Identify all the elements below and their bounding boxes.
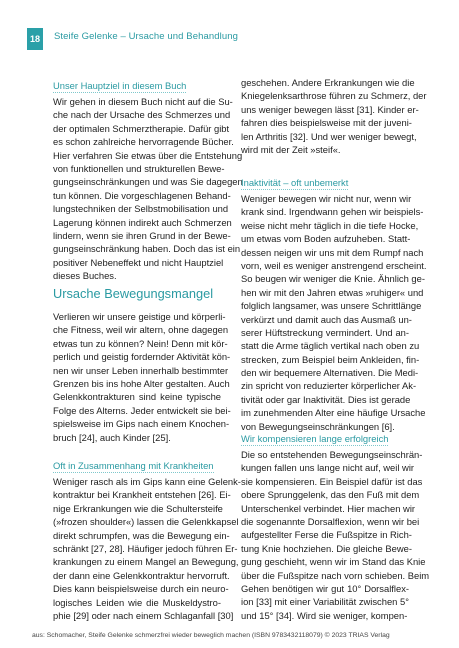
text-line: über die Fußspitze nach vorn schieben. Beim xyxy=(241,569,430,581)
text-line: folglich langsamer, was unsere Schrittlänge xyxy=(241,300,422,312)
text-line: krankungen zu einem Mangel an Bewegung, xyxy=(53,556,239,568)
text-line: direkt schrumpfen, was die Bewegung ein- xyxy=(53,529,230,541)
text-line: Unterschenkel verbindet. Hier machen wir xyxy=(241,502,416,514)
text-line: der optimalen Schmerztherapie. Dafür gibt xyxy=(53,122,230,134)
text-line: schränkt [27, 28]. Häufiger jedoch führen Er- xyxy=(53,542,238,554)
text-line: etwas tun zu können? Nein! Denn mit kör- xyxy=(53,337,228,349)
source-footer: aus: Schomacher, Steife Gelenke schmerzfrei wieder beweglich machen (ISBN 9783432118079) © 2023 TRIAS Verlag xyxy=(32,632,390,639)
paragraph-continuation xyxy=(241,76,427,156)
text-line: wird mit der Zeit »steif«. xyxy=(241,143,341,155)
text-line: perlich und geistig fordernder Aktivität kön- xyxy=(53,351,231,363)
text-line: krank sind. Irgendwann gehen wir beispiels- xyxy=(241,206,424,218)
text-line: obere Sprunggelenk, das den Fuß mit dem xyxy=(241,489,420,501)
subheading-hauptziel: Unser Hauptziel in diesem Buch xyxy=(53,80,187,91)
text-line: len Arthritis [32]. Und wer weniger bewegt, xyxy=(241,130,417,142)
text-line: positiver Nebeneffekt und nicht Hauptziel xyxy=(53,256,224,268)
text-line: hen wir mit den Jahren etwas »ruhiger« und xyxy=(241,286,424,298)
text-line: verkürzt und damit auch das Ausmaß un- xyxy=(241,313,412,325)
text-line: dessen neigen wir uns mit dem Rumpf nach xyxy=(241,246,424,258)
text-line: geschehen. Andere Erkrankungen wie die xyxy=(241,77,415,88)
text-line: es schon zahlreiche hervorragende Bücher. xyxy=(53,136,234,148)
text-line: Dies kann beispielsweise durch ein neuro- xyxy=(53,583,229,595)
text-line: Gelenkkontrakturen sind keine typische xyxy=(53,391,221,403)
text-line: gung geschieht, wenn wir im Stand das Knie xyxy=(241,556,426,568)
section-krankheiten xyxy=(53,456,241,622)
section-continuation xyxy=(241,76,427,156)
section-kompensieren xyxy=(241,429,430,622)
text-line: tivität oder gar Inaktivität. Dies ist gerade xyxy=(241,393,411,405)
text-line: logisches Leiden wie die Muskeldystro- xyxy=(53,596,221,608)
text-line: von Bewegungseinschränkungen [6]. xyxy=(241,420,395,432)
text-line: phie [29] oder nach einem Schlaganfall [30] xyxy=(53,609,234,621)
section-hauptziel xyxy=(53,76,243,282)
text-line: (»frozen shoulder«) lassen die Gelenkkapsel xyxy=(53,516,239,528)
section-bewegungsmangel xyxy=(53,286,231,444)
text-line: tung Knie hochziehen. Die gleiche Bewe- xyxy=(241,542,412,554)
text-line: Grenzen bis ins hohe Alter gestalten. Auch xyxy=(53,377,230,389)
text-line: dieses Buches. xyxy=(53,270,117,282)
text-line: im zunehmenden Alter eine häufige Ursache xyxy=(241,407,426,419)
text-line: sie kompensieren. Ein Beispiel dafür ist das xyxy=(241,475,423,487)
text-line: kungen fallen uns lange nicht auf, weil wir xyxy=(241,462,415,474)
page-header xyxy=(0,22,459,46)
text-line: nen wir unser Leben innerhalb bestimmter xyxy=(53,364,229,376)
section-inaktivitaet xyxy=(241,173,427,433)
text-line: Hier verfahren Sie etwas über die Entstehung xyxy=(53,149,243,161)
text-line: Die so entstehenden Bewegungseinschrän- xyxy=(241,449,423,460)
text-line: Kniegelenksarthrose führen zu Schmerz, der xyxy=(241,90,427,102)
text-line: statt die Arme täglich vertikal nach oben zu xyxy=(241,340,420,352)
text-line: die sogenannte Dorsalflexion, wenn wir bei xyxy=(241,515,420,527)
text-line: lungstechniken der Selbstmobilisation und xyxy=(53,203,229,215)
text-line: bruch [24], auch Kinder [25]. xyxy=(53,431,171,443)
heading-ursache-bewegungsmangel: Ursache Bewegungsmangel xyxy=(53,286,214,301)
text-line: kontraktur bei Krankheit entstehen [26]. Ei- xyxy=(53,489,231,501)
text-line: gungseinschränkungen und was Sie dagegen xyxy=(53,176,243,188)
text-line: der dann eine Gelenkkontraktur hervorruft. xyxy=(53,569,230,581)
text-line: lindern, wenn sie ihren Grund in der Bewe- xyxy=(53,229,231,241)
text-line: nige Erkrankungen wie die Schultersteife xyxy=(53,502,223,514)
text-line: tun können. Die vorgeschlagenen Behand- xyxy=(53,189,231,201)
subheading-inaktivitaet: Inaktivität – oft unbemerkt xyxy=(241,177,349,188)
text-line: Weniger rasch als im Gips kann eine Gelenk- xyxy=(53,476,241,487)
text-line: Folge des Alterns. Jeder entwickelt sie bei- xyxy=(53,404,231,416)
text-line: aufgestellter Ferse die Fußspitze in Rich- xyxy=(241,529,412,541)
text-line: So beugen wir weniger die Knie. Ähnlich ge- xyxy=(241,273,425,285)
text-line: zin spricht von reduzierter körperlicher Ak- xyxy=(241,380,417,392)
subheading-krankheiten: Oft in Zusammenhang mit Krankheiten xyxy=(53,460,214,471)
text-line: um etwas vom Boden aufzuheben. Statt- xyxy=(241,233,411,245)
text-line: fahren dies beispielsweise mit der juveni- xyxy=(241,117,412,129)
subheading-kompensieren: Wir kompensieren lange erfolgreich xyxy=(241,433,389,444)
text-line: weise nicht mehr täglich in die tiefe Hocke, xyxy=(241,219,419,231)
paragraph-inaktivitaet xyxy=(241,192,427,433)
text-line: Verlieren wir unsere geistige und körperli- xyxy=(53,311,226,322)
paragraph-hauptziel xyxy=(53,95,243,282)
text-line: che nach der Ursache des Schmerzes und xyxy=(53,109,231,121)
paragraph-krankheiten xyxy=(53,475,241,622)
text-line: che Fitness, weil wir altern, ohne dagegen xyxy=(53,324,229,336)
text-line: strecken, zum Beispiel beim Ankleiden, fin- xyxy=(241,353,420,365)
paragraph-bewegungsmangel xyxy=(53,310,231,444)
text-line: den wir bequemere Alternativen. Die Medi- xyxy=(241,367,419,379)
text-line: und 15° [34]. Wird sie weniger, kompen- xyxy=(241,609,408,621)
text-line: gungseinschränkung haben. Doch das ist ein xyxy=(53,243,241,255)
text-line: Weniger bewegen wir nicht nur, wenn wir xyxy=(241,193,412,204)
text-line: Wir gehen in diesem Buch nicht auf die Su- xyxy=(53,96,233,107)
running-head: Steife Gelenke – Ursache und Behandlung xyxy=(54,31,238,42)
text-line: spielsweise im Gips nach einem Knochen- xyxy=(53,418,230,430)
text-line: von funktionellen und strukturellen Bewe- xyxy=(53,162,225,174)
text-line: Gehen benötigen wir gut 10° Dorsalflex- xyxy=(241,582,409,594)
text-line: vorn, weil es weniger anstrengend erscheint. xyxy=(241,259,427,271)
paragraph-kompensieren xyxy=(241,448,430,622)
text-line: uns weniger bewegen lässt [31]. Kinder er- xyxy=(241,103,419,115)
text-line: Lagerung können indirekt auch Schmerzen xyxy=(53,216,232,228)
text-line: ion [33] mit einer Variabilität zwischen 5° xyxy=(241,596,409,608)
text-line: serer Hüftstreckung vermindert. Und an- xyxy=(241,326,409,338)
page-number: 18 xyxy=(27,28,43,50)
